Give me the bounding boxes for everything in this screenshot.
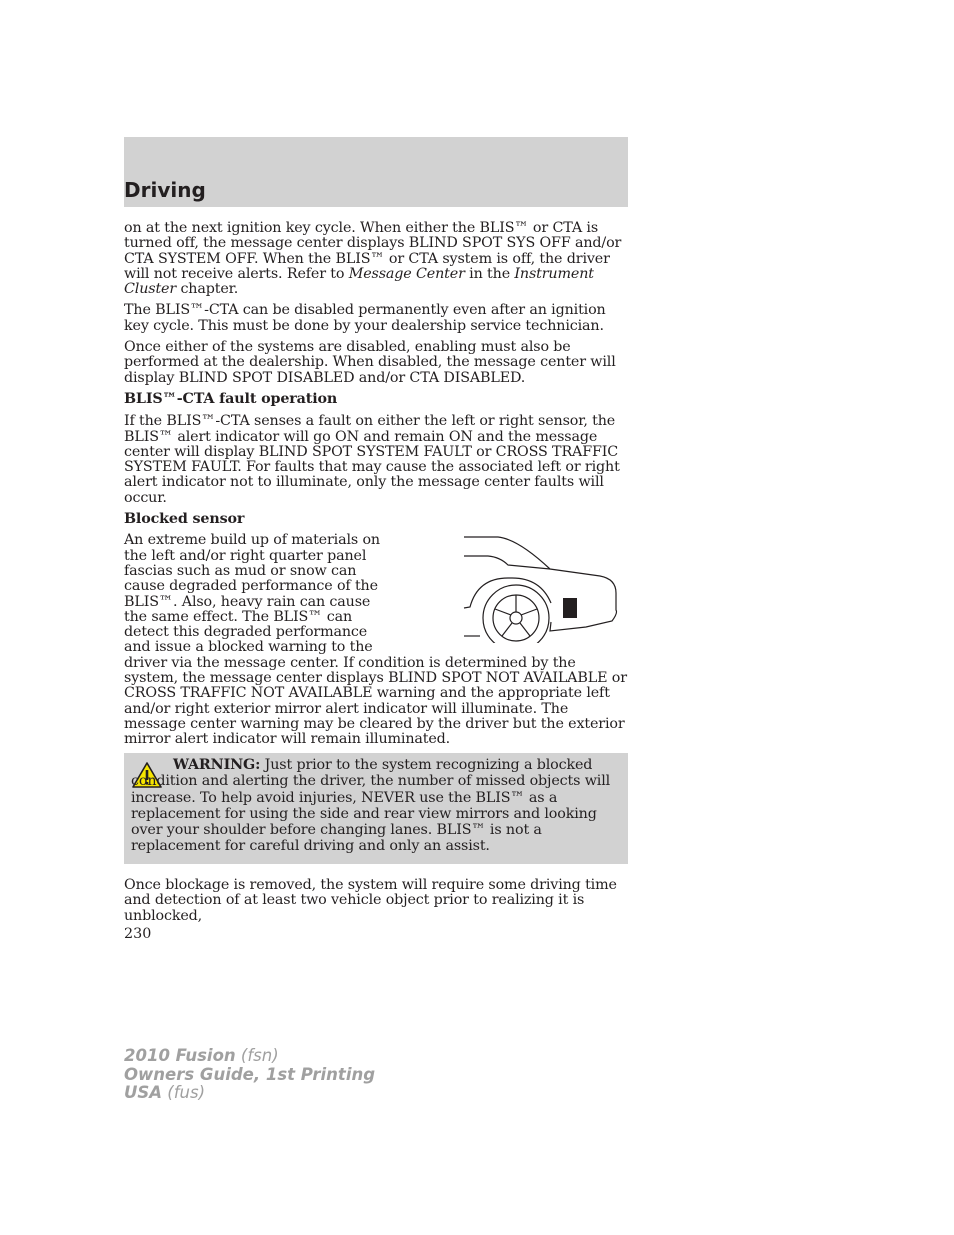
closing-text-block: [124, 878, 630, 930]
heading-fault-operation: BLIS™-CTA fault operation: [124, 390, 338, 407]
intro-text-block: [124, 221, 630, 754]
paragraph-text: in the: [464, 265, 515, 282]
reference-message-center: Message Center: [348, 265, 465, 282]
page-number: 230: [124, 926, 152, 942]
reference-instrument-cluster: Instrument Cluster: [124, 265, 594, 298]
warning-label: WARNING:: [173, 757, 261, 773]
paragraph-key-cycle: [124, 221, 630, 297]
footer-printing: Owners Guide, 1st Printing: [124, 1064, 376, 1084]
paragraph-blocked-sensor: An extreme build up of materials on the left and/or right quarter panel fascias such as mud or snow can cause degraded performance of the BLIS™. Also, heavy rain can cause the same effect. The BLIS™ can detect this degraded performance and issue a blocked warning to the driver via the message center. If condition is determined by the system, the message center displays BLIND SPOT NOT AVAILABLE or CROSS TRAFFIC NOT AVAILABLE warning and the appropriate left and/or right exterior mirror alert indicator will illuminate. The message center warning may be cleared by the driver but the exterior mirror alert indicator will remain illuminated.: [124, 532, 627, 748]
footer-model: 2010 Fusion: [124, 1046, 236, 1065]
section-title: Driving: [124, 178, 206, 202]
section-header: [124, 137, 628, 207]
paragraph-disable-permanent: The BLIS™-CTA can be disabled permanently even after an ignition key cycle. This must be done by your dealership service technician.: [124, 302, 606, 334]
footer-line-model: [124, 1047, 375, 1066]
footer-edition: [124, 1047, 375, 1103]
heading-blocked-sensor: Blocked sensor: [124, 511, 245, 528]
warning-body: Just prior to the system recognizing a blocked condition and alerting the driver, the number of missed objects will increase. To help avoid injuries, NEVER use the BLIS™ as a replacement for using the side and rear view mirrors and looking over your shoulder before changing lanes. BLIS™ is not a replacement for careful driving and only an assist.: [131, 757, 611, 855]
car-rear-quarter-figure: [390, 533, 630, 643]
car-rear-quarter-sensor-illustration: [390, 533, 630, 643]
paragraph-fault-operation: If the BLIS™-CTA senses a fault on either the left or right sensor, the BLIS™ alert indicator will go ON and remain ON and the message center will display BLIND SPOT SYSTEM FAULT or CROSS TRAFFIC SYSTEM FAULT. For faults that may cause the associated left or right alert indicator not to illuminate, only the message center faults will occur.: [124, 413, 620, 506]
footer-model-code: (fsn): [235, 1046, 279, 1065]
footer-market-code: (fus): [162, 1083, 206, 1102]
footer-line-market: [124, 1084, 375, 1103]
paragraph-blockage-removed: Once blockage is removed, the system will require some driving time and detection of at least two vehicle object prior to realizing it is unblocked,: [124, 877, 617, 924]
paragraph-text: on at the next ignition key cycle. When either the BLIS™ or CTA is turned off, the message center displays BLIND SPOT SYS OFF and/or CTA SYSTEM OFF. When the BLIS™ or CTA system is off, the driver will not receive alerts. Refer to: [124, 220, 622, 282]
footer-market: USA: [124, 1083, 163, 1102]
footer-line-printing: [124, 1066, 375, 1085]
warning-text: [131, 757, 617, 855]
paragraph-text: chapter.: [176, 281, 239, 298]
paragraph-enable-dealership: Once either of the systems are disabled, enabling must also be performed at the dealership. When disabled, the message center will display BLIND SPOT DISABLED and/or CTA DISABLED.: [124, 339, 616, 386]
warning-box: [124, 753, 628, 864]
